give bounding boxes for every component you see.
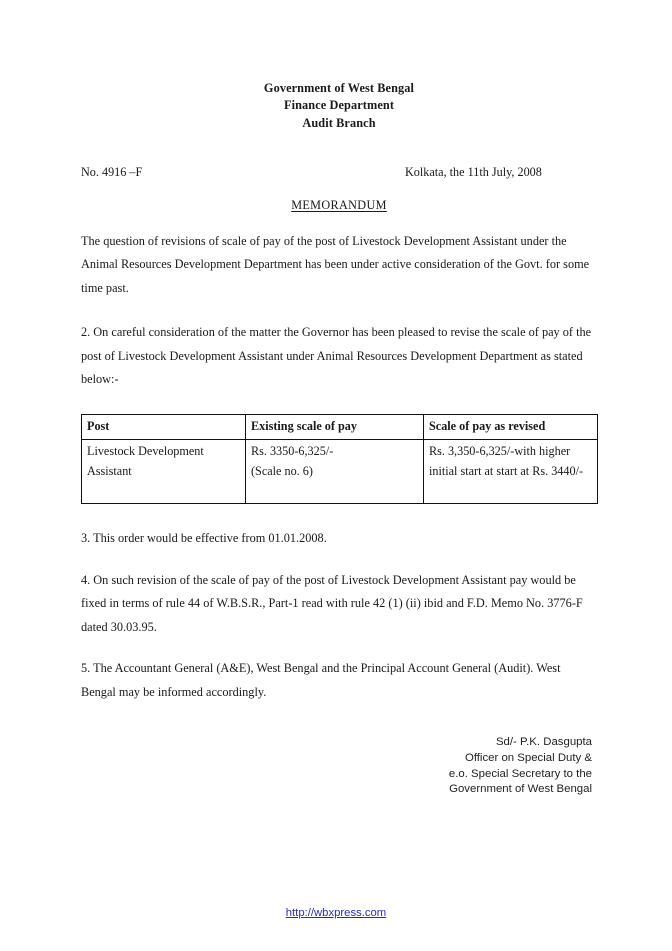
place-and-date: Kolkata, the 11th July, 2008	[405, 164, 542, 179]
pay-scale-table-wrapper	[81, 414, 597, 505]
letterhead-line-government: Government of West Bengal	[263, 81, 415, 95]
pay-scale-table	[81, 414, 598, 505]
signature-block	[81, 735, 597, 797]
table-header-row	[82, 414, 598, 440]
cell-post: Livestock Development Assistant	[82, 440, 246, 504]
column-header-existing-scale: Existing scale of pay	[246, 414, 424, 440]
letterhead	[81, 80, 597, 132]
memo-number: No. 4916 –F	[81, 164, 143, 179]
cell-existing-scale: Rs. 3350-6,325/- (Scale no. 6)	[246, 440, 424, 504]
page-title	[81, 198, 597, 213]
paragraph-5: 5. The Accountant General (A&E), West Bengal and the Principal Account General (Audit). West Bengal may be informed accordingly.	[81, 661, 561, 699]
paragraph-3: 3. This order would be effective from 01.01.2008.	[81, 531, 327, 546]
paragraph-4: 4. On such revision of the scale of pay of the post of Livestock Development Assistant pay would be fixed in terms of rule 44 of W.B.S.R., Part-1 read with rule 42 (1) (ii) ibid and F.D. Memo No. 3776-F dated 30.03.95.	[81, 572, 583, 634]
reference-row	[81, 165, 597, 181]
letterhead-line-branch: Audit Branch	[302, 115, 376, 130]
memorandum-heading-text: MEMORANDUM	[291, 197, 387, 212]
paragraph-intro: The question of revisions of scale of pay of the post of Livestock Development Assistant under the Animal Resources Development Department has been under active consideration of the Govt. for some time past.	[81, 233, 590, 295]
letterhead-line-department: Finance Department	[283, 98, 395, 113]
signature-designation-3: Government of West Bengal	[449, 783, 592, 796]
signature-name: Sd/- P.K. Dasgupta	[495, 736, 592, 749]
signature-designation-2: e.o. Special Secretary to the	[448, 767, 592, 780]
footer-source-link[interactable]: http://wbxpress.com	[285, 907, 387, 919]
document-body	[81, 0, 597, 798]
signature-designation-1: Officer on Special Duty &	[464, 751, 592, 764]
column-header-post: Post	[82, 414, 246, 440]
cell-revised-scale: Rs. 3,350-6,325/-with higher initial start at start at Rs. 3440/-	[424, 440, 598, 504]
column-header-revised-scale: Scale of pay as revised	[424, 414, 598, 440]
footer	[0, 903, 672, 921]
table-row	[82, 440, 598, 504]
paragraph-2: 2. On careful consideration of the matter the Governor has been pleased to revise the scale of pay of the post of Livestock Development Assistant under Animal Resources Development Department as stated below:-	[81, 325, 592, 387]
